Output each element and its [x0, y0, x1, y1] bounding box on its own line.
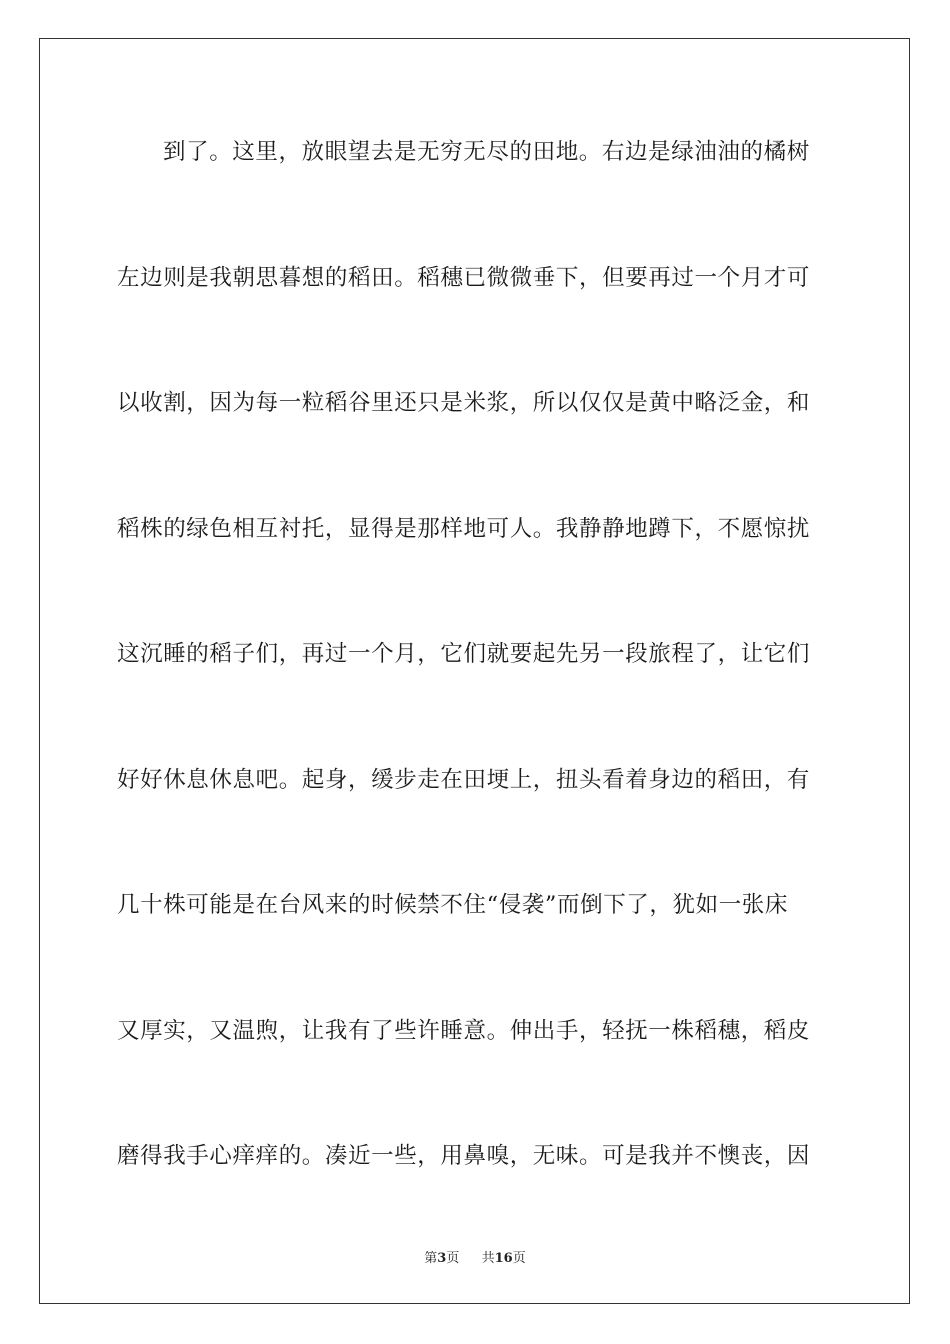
text-line: 好好休息休息吧。起身，缓步走在田埂上，扭头看着身边的稻田，有	[117, 766, 811, 793]
text-line: 磨得我手心痒痒的。凑近一些，用鼻嗅，无味。可是我并不懊丧，因	[117, 1143, 811, 1169]
total-suffix: 页	[512, 1251, 526, 1266]
document-body	[117, 126, 833, 1256]
text-line: 稻株的绿色相互衬托，显得是那样地可人。我静静地蹲下，不愿惊扰	[117, 515, 811, 542]
page-suffix: 页	[446, 1251, 460, 1266]
text-line: 几十株可能是在台风来的时候禁不住“侵袭”而倒下了，犹如一张床	[117, 892, 789, 918]
text-line: 到了。这里，放眼望去是无穷无尽的田地。右边是绿油油的橘树	[163, 139, 810, 165]
page-prefix: 第	[424, 1251, 438, 1266]
page-footer	[0, 1247, 950, 1266]
page-number: 3	[437, 1251, 447, 1266]
text-line: 又厚实，又温煦，让我有了些许睡意。伸出手，轻抚一株稻穗，稻皮	[117, 1017, 811, 1044]
total-pages: 16	[494, 1251, 513, 1266]
text-line: 这沉睡的稻子们，再过一个月，它们就要起先另一段旅程了，让它们	[117, 641, 811, 667]
text-line: 左边则是我朝思暮想的稻田。稻穗已微微垂下，但要再过一个月才可	[117, 264, 811, 291]
total-prefix: 共	[481, 1251, 495, 1266]
text-line: 以收割，因为每一粒稻谷里还只是米浆，所以仅仅是黄中略泛金，和	[117, 390, 811, 416]
